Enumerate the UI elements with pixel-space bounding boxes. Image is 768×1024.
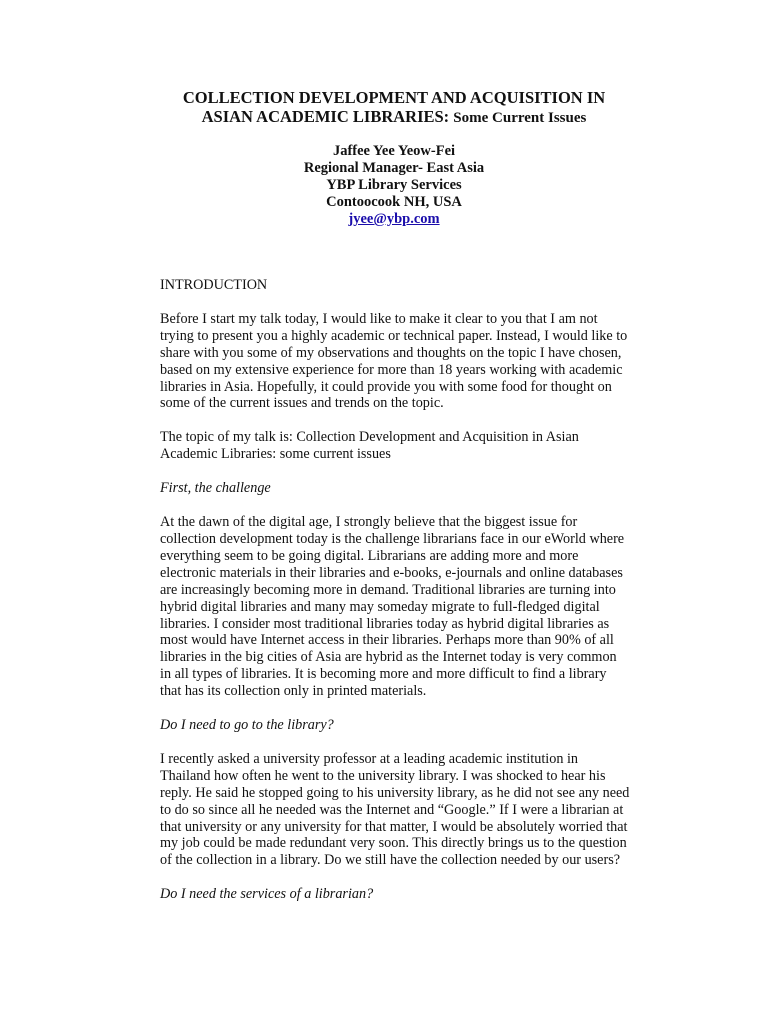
library-paragraph: I recently asked a university professor at a leading academic institution in Thailand how often he went to the university library. I was shocked to hear his reply. He said he stopped going to his university library, as he did not see any need to do so since all he needed was the Internet and “Google.” If I were a librarian at that university or any university for that matter, I would be absolutely worried that my job could be made redundant very soon. This directly brings us to the question of the collection in a library. Do we still have the collection needed by our users?: [160, 750, 630, 869]
challenge-paragraph: At the dawn of the digital age, I strongly believe that the biggest issue for collection development today is the challenge librarians face in our eWorld where everything seem to be going digital. Librarians are adding more and more electronic materials in their libraries and e-books, e-journals and online databases are increasingly becoming more in demand. Traditional libraries are turning into hybrid digital libraries and many may someday migrate to full-fledged digital libraries. I consider most traditional libraries today as hybrid digital libraries as most would have Internet access in their libraries. Perhaps more than 90% of all libraries in the big cities of Asia are hybrid as the Internet today is very common in all types of libraries. It is becoming more and more difficult to find a library that has its collection only in printed materials.: [160, 514, 625, 700]
author-email-line: [160, 211, 628, 228]
author-email-link[interactable]: jyee@ybp.com: [348, 211, 440, 227]
challenge-heading: First, the challenge: [160, 480, 271, 497]
author-block: [160, 143, 628, 228]
title-line-2: [160, 107, 628, 128]
intro-heading: INTRODUCTION: [160, 277, 268, 293]
author-name: Jaffee Yee Yeow-Fei: [332, 143, 456, 159]
topic-paragraph: The topic of my talk is: Collection Development and Acquisition in Asian Academic Libraries: some current issues: [160, 429, 579, 463]
document-body: [160, 277, 630, 920]
document-title: [160, 88, 628, 128]
author-company: YBP Library Services: [326, 177, 462, 193]
library-heading: Do I need to go to the library?: [160, 717, 334, 734]
intro-paragraph: Before I start my talk today, I would like to make it clear to you that I am not trying to present you a highly academic or technical paper. Instead, I would like to share with you some of my observations and thoughts on the topic I have chosen, based on my extensive experience for more than 18 years working with academic libraries in Asia. Hopefully, it could provide you with some food for thought on some of the current issues and trends on the topic.: [160, 310, 628, 412]
author-location: Contoocook NH, USA: [326, 194, 462, 210]
librarian-heading: Do I need the services of a librarian?: [160, 886, 374, 903]
title-main: ASIAN ACADEMIC LIBRARIES:: [201, 107, 454, 126]
author-role: Regional Manager- East Asia: [303, 160, 485, 176]
title-subtitle: Some Current Issues: [453, 110, 587, 126]
title-line-1: COLLECTION DEVELOPMENT AND ACQUISITION IN: [182, 88, 606, 107]
